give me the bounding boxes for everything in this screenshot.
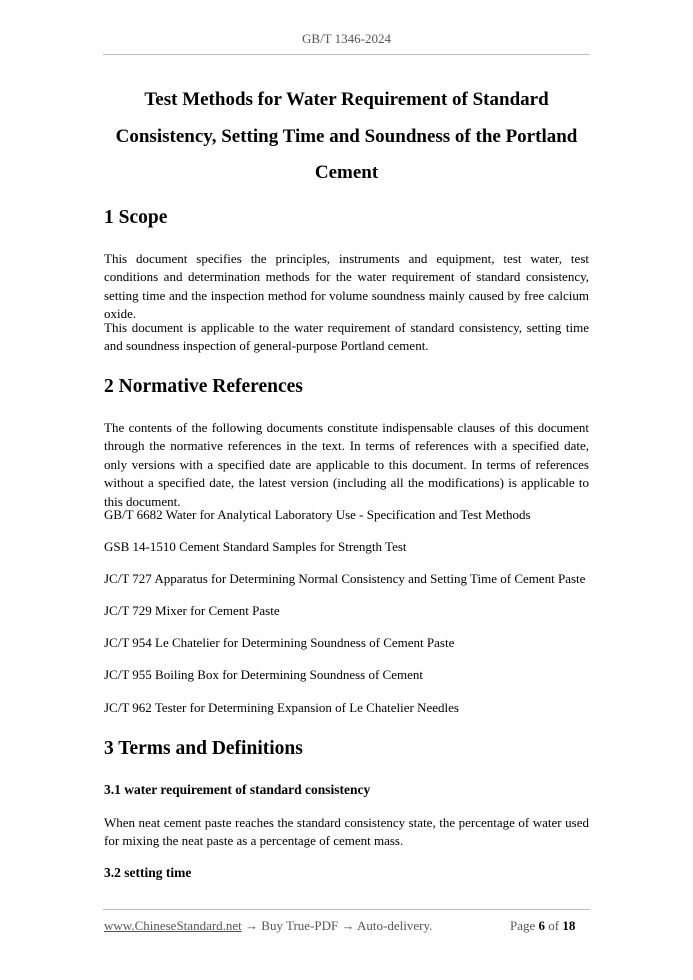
term-definition-3-1: When neat cement paste reaches the standard consistency state, the percentage of water used for mixing the neat paste as a percentage of cement mass. [104, 815, 589, 849]
site-link[interactable]: www.ChineseStandard.net [104, 918, 242, 933]
footer-divider [103, 909, 590, 910]
page-indicator [510, 918, 575, 934]
header-divider [103, 54, 590, 55]
title-line-2: Consistency, Setting Time and Soundness of the Portland [115, 125, 578, 147]
reference-item: GSB 14-1510 Cement Standard Samples for Strength Test [104, 539, 407, 554]
reference-item: JC/T 954 Le Chatelier for Determining Soundness of Cement Paste [104, 635, 455, 650]
reference-item: JC/T 729 Mixer for Cement Paste [104, 603, 280, 618]
normative-paragraph: The contents of the following documents constitute indispensable clauses of this document through the normative references in the text. In terms of references with a specified date, only versions with a specified date are applicable to this document. In terms of references without a specified date, the latest version (including all the modifications) is applicable to this document. [104, 420, 589, 509]
section-heading-terms: 3 Terms and Definitions [104, 738, 303, 759]
reference-item: JC/T 955 Boiling Box for Determining Soundness of Cement [104, 667, 423, 682]
scope-paragraph-2: This document is applicable to the water requirement of standard consistency, setting time and soundness inspection of general-purpose Portland cement. [104, 320, 589, 354]
delivery-text: Auto-delivery. [357, 918, 433, 933]
running-header: GB/T 1346-2024 [302, 31, 391, 46]
section-heading-scope: 1 Scope [104, 207, 168, 228]
of-word: of [548, 918, 560, 933]
reference-item: JC/T 962 Tester for Determining Expansion of Le Chatelier Needles [104, 700, 459, 715]
term-heading-3-1: 3.1 water requirement of standard consistency [104, 782, 371, 797]
buy-text: Buy True-PDF [261, 918, 339, 933]
reference-item: JC/T 727 Apparatus for Determining Normal Consistency and Setting Time of Cement Paste [104, 571, 586, 586]
arrow-right-icon: → [245, 918, 259, 933]
page-total: 18 [562, 918, 576, 933]
section-heading-normative-references: 2 Normative References [104, 376, 303, 397]
arrow-right-icon: → [341, 918, 355, 933]
scope-paragraph-1: This document specifies the principles, instruments and equipment, test water, test conditions and determination methods for the water requirement of standard consistency, setting time and the inspection method for volume soundness mainly caused by free calcium oxide. [104, 251, 589, 322]
page-word: Page [510, 918, 536, 933]
footer-promo [104, 918, 432, 934]
term-heading-3-2: 3.2 setting time [104, 865, 192, 880]
reference-item: GB/T 6682 Water for Analytical Laboratory Use - Specification and Test Methods [104, 507, 531, 522]
page-current: 6 [538, 918, 546, 933]
document-title [100, 82, 593, 192]
title-line-1: Test Methods for Water Requirement of Standard [144, 89, 549, 110]
title-line-3: Cement [314, 162, 379, 183]
